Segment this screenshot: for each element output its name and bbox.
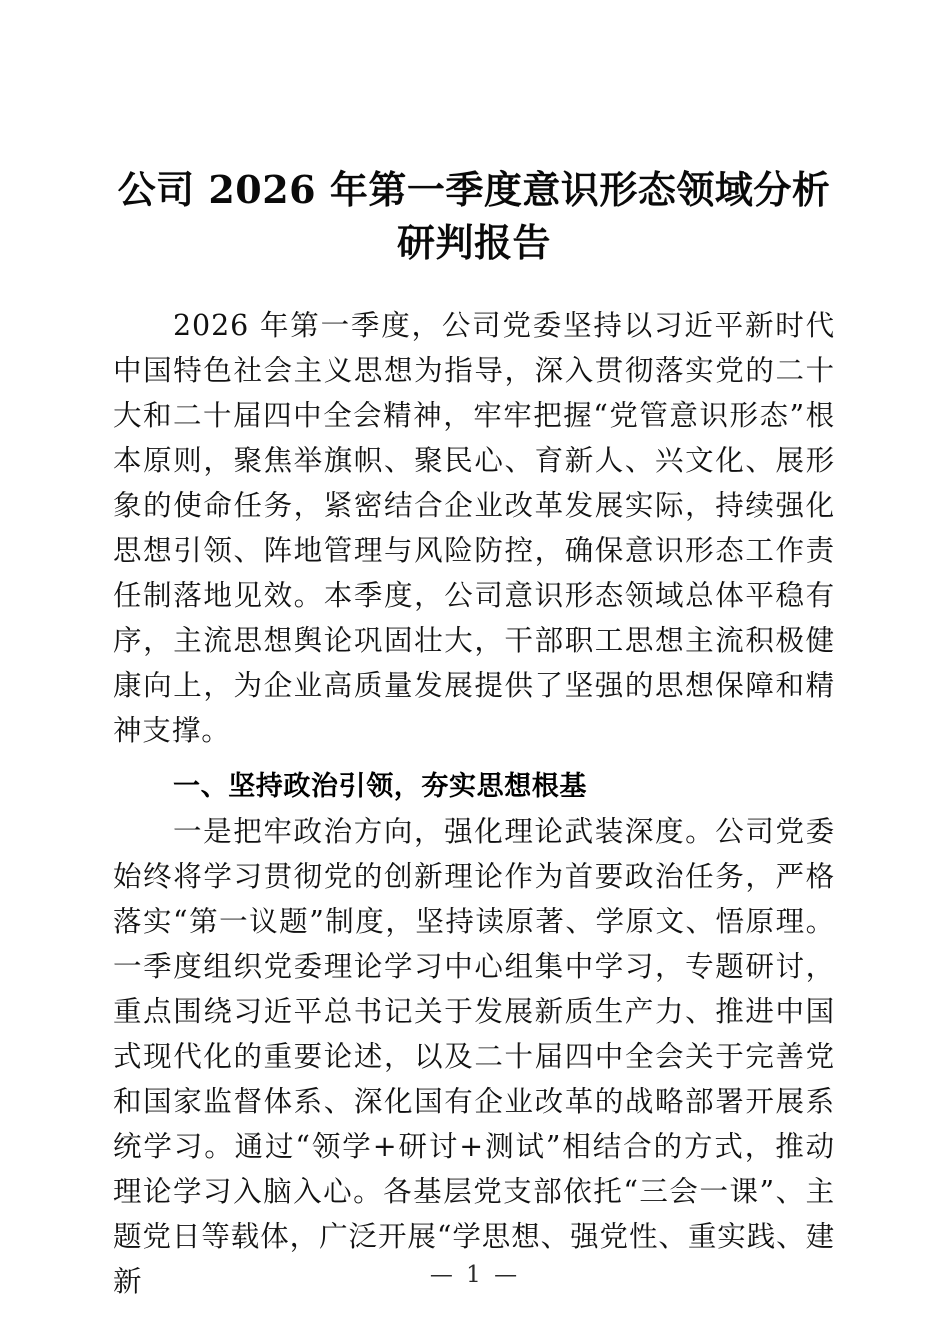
page-title: 公司 2026 年第一季度意识形态领域分析研判报告 <box>117 167 831 265</box>
page-number-footer: — 1 — <box>429 1262 521 1288</box>
paragraph-overview: 2026 年第一季度，公司党委坚持以习近平新时代中国特色社会主义思想为指导，深入贯彻落实党的二十大和二十届四中全会精神，牢牢把握“党管意识形态”根本原则，聚焦举旗帜、聚民心、育新人、兴文化、展形象的使命任务，紧密结合企业改革发展实际，持续强化思想引领、阵地管理与风险防控，确保意识形态工作责任制落地见效。本季度，公司意识形态领域总体平稳有序，主流思想舆论巩固壮大，干部职工思想主流积极健康向上，为企业高质量发展提供了坚强的思想保障和精神支撑。 <box>113 309 835 747</box>
paragraph-section-1-body: 一是把牢政治方向，强化理论武装深度。公司党委始终将学习贯彻党的创新理论作为首要政治任务，严格落实“第一议题”制度，坚持读原著、学原文、悟原理。一季度组织党委理论学习中心组集中学习，专题研讨，重点围绕习近平总书记关于发展新质生产力、推进中国式现代化的重要论述，以及二十届四中全会关于完善党和国家监督体系、深化国有企业改革的战略部署开展系统学习。通过“领学+研讨+测试”相结合的方式，推动理论学习入脑入心。各基层党支部依托“三会一课”、主题党日等载体，广泛开展“学思想、强党性、重实践、建新 <box>113 815 835 1298</box>
document-content <box>113 0 835 1304</box>
section-heading-1: 一、坚持政治引领，夯实思想根基 <box>173 771 587 802</box>
